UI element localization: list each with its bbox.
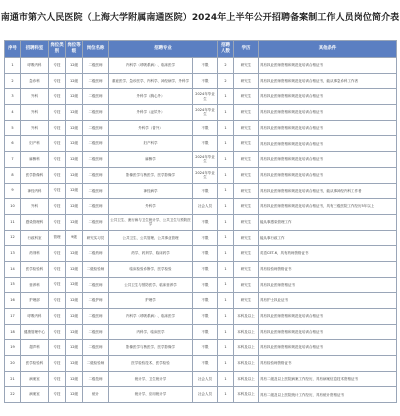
cell-applicant-type: 不限 bbox=[193, 136, 218, 152]
cell-post-grade: 12级 bbox=[66, 199, 83, 215]
cell-post-grade: 12级 bbox=[66, 183, 83, 199]
recruitment-table bbox=[4, 40, 397, 403]
cell-department: 药剂科 bbox=[21, 246, 49, 262]
cell-post-grade: 12级 bbox=[66, 340, 83, 356]
cell-post-name: 研究实习员 bbox=[83, 230, 109, 246]
cell-other-conditions: 具有执业医师资格和规范化培训合格证书 bbox=[259, 167, 397, 183]
cell-applicant-type: 2024年毕业生 bbox=[193, 105, 218, 121]
cell-post-name: 二级检验师 bbox=[83, 356, 109, 372]
cell-index: 6 bbox=[5, 136, 21, 152]
table-row bbox=[5, 89, 397, 105]
cell-applicant-type: 不限 bbox=[193, 324, 218, 340]
cell-post-grade: 12级 bbox=[66, 277, 83, 293]
cell-post-name: 二级医师 bbox=[83, 277, 109, 293]
cell-headcount: 1 bbox=[218, 136, 234, 152]
cell-other-conditions: 具有执业医师资格证书 bbox=[259, 277, 397, 293]
cell-post-name: 二级药师 bbox=[83, 246, 109, 262]
cell-education: 研究生 bbox=[234, 214, 259, 230]
cell-post-category: 专技 bbox=[49, 183, 66, 199]
cell-post-grade: 12级 bbox=[66, 105, 83, 121]
cell-post-category: 专技 bbox=[49, 167, 66, 183]
cell-post-name: 二级医师 bbox=[83, 324, 109, 340]
cell-index: 20 bbox=[5, 356, 21, 372]
cell-other-conditions: 英语CET-6，具有药师资格证书 bbox=[259, 246, 397, 262]
cell-department: 外科 bbox=[21, 120, 49, 136]
cell-education: 研究生 bbox=[234, 277, 259, 293]
cell-index: 13 bbox=[5, 246, 21, 262]
table-row bbox=[5, 167, 397, 183]
cell-headcount: 1 bbox=[218, 105, 234, 121]
cell-post-category: 专技 bbox=[49, 136, 66, 152]
cell-index: 19 bbox=[5, 340, 21, 356]
cell-major: 重症医学、急诊医学、内科学、神经病学、外科学 bbox=[109, 73, 193, 89]
cell-index: 17 bbox=[5, 309, 21, 325]
cell-other-conditions: 具有执业医师资格和规范化培训合格证书 bbox=[259, 136, 397, 152]
cell-other-conditions: 能从事感染管理工作 bbox=[259, 214, 397, 230]
cell-index: 11 bbox=[5, 214, 21, 230]
table-row bbox=[5, 356, 397, 372]
cell-major: 外科学（泌尿外） bbox=[109, 105, 193, 121]
cell-other-conditions: 具有执业医师资格和规范化培训合格证书 bbox=[259, 340, 397, 356]
cell-headcount: 1 bbox=[218, 309, 234, 325]
cell-department: 病案室 bbox=[21, 387, 49, 403]
cell-post-category: 专技 bbox=[49, 293, 66, 309]
cell-education: 本科及以上 bbox=[234, 340, 259, 356]
header-headcount: 招聘人数 bbox=[218, 41, 234, 58]
cell-post-grade: 12级 bbox=[66, 58, 83, 74]
cell-post-grade: 12级 bbox=[66, 73, 83, 89]
cell-major: 外科学（普外） bbox=[109, 120, 193, 136]
cell-index: 1 bbox=[5, 58, 21, 74]
table-row bbox=[5, 58, 397, 74]
header-post-grade: 岗位等级 bbox=[66, 41, 83, 58]
cell-other-conditions: 具有执业医师资格和规范化培训合格证书，能从事急诊科工作者 bbox=[259, 73, 397, 89]
cell-education: 研究生 bbox=[234, 136, 259, 152]
cell-post-name: 二级医师 bbox=[83, 89, 109, 105]
header-post-name: 岗位名称 bbox=[83, 41, 109, 58]
cell-headcount: 1 bbox=[218, 293, 234, 309]
header-department: 招聘科室 bbox=[21, 41, 49, 58]
cell-post-name: 统计 bbox=[83, 387, 109, 403]
cell-post-name: 二级医师 bbox=[83, 73, 109, 89]
header-post-category: 岗位类别 bbox=[49, 41, 66, 58]
cell-post-name: 二级医师 bbox=[83, 152, 109, 168]
cell-major: 公共卫生、流行病与卫生统计学、公共卫生与预防医学 bbox=[109, 214, 193, 230]
cell-post-category: 专技 bbox=[49, 324, 66, 340]
cell-headcount: 1 bbox=[218, 183, 234, 199]
cell-post-category: 专技 bbox=[49, 152, 66, 168]
table-row bbox=[5, 246, 397, 262]
cell-education: 研究生 bbox=[234, 58, 259, 74]
cell-major: 内科学、临床医学 bbox=[109, 324, 193, 340]
cell-post-grade: 12级 bbox=[66, 293, 83, 309]
cell-education: 研究生 bbox=[234, 152, 259, 168]
table-row bbox=[5, 136, 397, 152]
cell-post-grade: 12级 bbox=[66, 167, 83, 183]
cell-applicant-type: 2024年毕业生 bbox=[193, 152, 218, 168]
cell-education: 本科及以上 bbox=[234, 371, 259, 387]
cell-education: 本科及以上 bbox=[234, 309, 259, 325]
cell-post-category: 专技 bbox=[49, 371, 66, 387]
cell-post-grade: 12级 bbox=[66, 246, 83, 262]
cell-major: 护理学 bbox=[109, 293, 193, 309]
cell-major: 妇产科学 bbox=[109, 136, 193, 152]
cell-post-grade: 9级 bbox=[66, 230, 83, 246]
cell-post-grade: 12级 bbox=[66, 214, 83, 230]
cell-department: 医学检验科 bbox=[21, 261, 49, 277]
table-row bbox=[5, 387, 397, 403]
cell-other-conditions: 具有执业医师资格和规范化培训合格证书 bbox=[259, 120, 397, 136]
cell-education: 研究生 bbox=[234, 89, 259, 105]
cell-post-name: 二级医师 bbox=[83, 340, 109, 356]
cell-index: 16 bbox=[5, 293, 21, 309]
cell-other-conditions: 具有执业医师资格和规范化培训合格证书 bbox=[259, 58, 397, 74]
cell-post-name: 二级医师 bbox=[83, 199, 109, 215]
cell-education: 本科及以上 bbox=[234, 324, 259, 340]
cell-post-category: 专技 bbox=[49, 246, 66, 262]
table-row bbox=[5, 199, 397, 215]
cell-education: 本科及以上 bbox=[234, 356, 259, 372]
cell-index: 8 bbox=[5, 167, 21, 183]
cell-education: 本科及以上 bbox=[234, 387, 259, 403]
cell-index: 2 bbox=[5, 73, 21, 89]
cell-applicant-type: 不限 bbox=[193, 230, 218, 246]
cell-education: 研究生 bbox=[234, 105, 259, 121]
cell-index: 22 bbox=[5, 387, 21, 403]
cell-post-category: 管理 bbox=[49, 230, 66, 246]
cell-post-category: 专技 bbox=[49, 356, 66, 372]
cell-post-grade: 12级 bbox=[66, 324, 83, 340]
cell-index: 5 bbox=[5, 120, 21, 136]
table-row bbox=[5, 293, 397, 309]
table-row bbox=[5, 230, 397, 246]
cell-department: 护理部 bbox=[21, 293, 49, 309]
cell-applicant-type: 不限 bbox=[193, 356, 218, 372]
table-row bbox=[5, 340, 397, 356]
cell-education: 研究生 bbox=[234, 199, 259, 215]
cell-department: 行政科室 bbox=[21, 230, 49, 246]
cell-headcount: 1 bbox=[218, 371, 234, 387]
cell-post-name: 二级护师 bbox=[83, 293, 109, 309]
cell-major: 影像医学与核医学、医学影像学 bbox=[109, 340, 193, 356]
cell-department: 感染管理科 bbox=[21, 214, 49, 230]
cell-headcount: 1 bbox=[218, 152, 234, 168]
cell-post-grade: 12级 bbox=[66, 136, 83, 152]
cell-department: 外科 bbox=[21, 89, 49, 105]
cell-post-name: 二级医师 bbox=[83, 58, 109, 74]
cell-major: 影像医学与核医学、医学影像学 bbox=[109, 167, 193, 183]
cell-applicant-type: 不限 bbox=[193, 277, 218, 293]
cell-post-name: 二级技师 bbox=[83, 371, 109, 387]
cell-post-grade: 12级 bbox=[66, 120, 83, 136]
cell-other-conditions: 具有执业医师资格和规范化培训合格证书 bbox=[259, 89, 397, 105]
cell-department: 急诊科 bbox=[21, 73, 49, 89]
cell-applicant-type: 社会人员 bbox=[193, 371, 218, 387]
cell-major: 统计学、应用统计学 bbox=[109, 387, 193, 403]
cell-education: 研究生 bbox=[234, 167, 259, 183]
cell-post-grade: 12级 bbox=[66, 152, 83, 168]
table-row bbox=[5, 371, 397, 387]
cell-other-conditions: 具有执业医师资格和规范化培训合格证书 bbox=[259, 105, 397, 121]
cell-department: 营养科 bbox=[21, 277, 49, 293]
cell-index: 7 bbox=[5, 152, 21, 168]
cell-index: 21 bbox=[5, 371, 21, 387]
cell-education: 研究生 bbox=[234, 246, 259, 262]
cell-post-name: 二级医师 bbox=[83, 309, 109, 325]
cell-other-conditions: 具有执业医师资格和规范化培训合格证书，能从事神经内科工作者 bbox=[259, 183, 397, 199]
cell-post-category: 专技 bbox=[49, 105, 66, 121]
cell-department: 麻醉科 bbox=[21, 152, 49, 168]
table-header-row bbox=[5, 41, 397, 58]
table-row bbox=[5, 261, 397, 277]
cell-other-conditions: 具有执业医师资格和规范化培训合格证书，具有三级医院工作经历5年以上 bbox=[259, 199, 397, 215]
cell-headcount: 2 bbox=[218, 73, 234, 89]
cell-department: 医学检验科 bbox=[21, 356, 49, 372]
cell-applicant-type: 不限 bbox=[193, 293, 218, 309]
cell-applicant-type: 不限 bbox=[193, 309, 218, 325]
cell-post-category: 专技 bbox=[49, 309, 66, 325]
cell-major: 公共卫生与预防医学、临床营养学 bbox=[109, 277, 193, 293]
cell-post-category: 专技 bbox=[49, 277, 66, 293]
table-row bbox=[5, 105, 397, 121]
cell-applicant-type: 不限 bbox=[193, 120, 218, 136]
cell-post-category: 专技 bbox=[49, 120, 66, 136]
cell-applicant-type: 不限 bbox=[193, 214, 218, 230]
table-row bbox=[5, 73, 397, 89]
cell-index: 15 bbox=[5, 277, 21, 293]
cell-post-name: 二级医师 bbox=[83, 214, 109, 230]
cell-major: 外科学 bbox=[109, 199, 193, 215]
cell-headcount: 1 bbox=[218, 120, 234, 136]
cell-headcount: 1 bbox=[218, 167, 234, 183]
cell-other-conditions: 具有执业医师资格和规范化培训合格证书 bbox=[259, 324, 397, 340]
cell-post-grade: 12级 bbox=[66, 89, 83, 105]
cell-major: 外科学（胸心外） bbox=[109, 89, 193, 105]
cell-index: 18 bbox=[5, 324, 21, 340]
table-row bbox=[5, 324, 397, 340]
cell-post-name: 二级医师 bbox=[83, 183, 109, 199]
cell-other-conditions: 具有护士执业证书 bbox=[259, 293, 397, 309]
cell-post-grade: 12级 bbox=[66, 356, 83, 372]
cell-headcount: 1 bbox=[218, 230, 234, 246]
table-row bbox=[5, 277, 397, 293]
cell-department: 医学影像科 bbox=[21, 167, 49, 183]
table-row bbox=[5, 214, 397, 230]
cell-department: 外科 bbox=[21, 199, 49, 215]
cell-other-conditions: 具有二级及以上医院统计工作经历，具有统计资格证书 bbox=[259, 387, 397, 403]
cell-post-name: 二级医师 bbox=[83, 105, 109, 121]
cell-headcount: 1 bbox=[218, 199, 234, 215]
cell-post-grade: 12级 bbox=[66, 261, 83, 277]
table-row bbox=[5, 309, 397, 325]
cell-headcount: 1 bbox=[218, 277, 234, 293]
cell-post-category: 专技 bbox=[49, 387, 66, 403]
cell-post-grade: 12级 bbox=[66, 371, 83, 387]
cell-education: 研究生 bbox=[234, 183, 259, 199]
cell-post-category: 专技 bbox=[49, 340, 66, 356]
cell-major: 药学、药剂学、临床药学 bbox=[109, 246, 193, 262]
cell-headcount: 1 bbox=[218, 356, 234, 372]
cell-index: 3 bbox=[5, 89, 21, 105]
cell-applicant-type: 社会人员 bbox=[193, 387, 218, 403]
cell-post-category: 专技 bbox=[49, 73, 66, 89]
cell-index: 9 bbox=[5, 183, 21, 199]
cell-post-category: 专技 bbox=[49, 58, 66, 74]
cell-major: 内科学（呼吸系病）、临床医学 bbox=[109, 58, 193, 74]
cell-post-name: 二级检验师 bbox=[83, 261, 109, 277]
cell-major: 神经病学 bbox=[109, 183, 193, 199]
cell-department: 超声科 bbox=[21, 340, 49, 356]
cell-department: 呼吸内科 bbox=[21, 58, 49, 74]
cell-headcount: 1 bbox=[218, 214, 234, 230]
cell-department: 妇产科 bbox=[21, 136, 49, 152]
cell-other-conditions: 具有二级及以上医院病案工作经历，具有病案信息技术资格证书 bbox=[259, 371, 397, 387]
cell-headcount: 1 bbox=[218, 246, 234, 262]
cell-post-category: 专技 bbox=[49, 261, 66, 277]
cell-department: 外科 bbox=[21, 105, 49, 121]
table-row bbox=[5, 152, 397, 168]
cell-applicant-type: 不限 bbox=[193, 73, 218, 89]
cell-post-category: 专技 bbox=[49, 89, 66, 105]
cell-other-conditions: 具有检验师资格证书 bbox=[259, 261, 397, 277]
cell-post-category: 专技 bbox=[49, 214, 66, 230]
header-major: 招聘专业 bbox=[109, 41, 218, 58]
cell-headcount: 1 bbox=[218, 340, 234, 356]
cell-department: 神经内科 bbox=[21, 183, 49, 199]
header-other-conditions: 其他条件 bbox=[259, 41, 397, 58]
cell-post-name: 二级医师 bbox=[83, 167, 109, 183]
cell-headcount: 1 bbox=[218, 324, 234, 340]
cell-headcount: 1 bbox=[218, 261, 234, 277]
header-index: 序号 bbox=[5, 41, 21, 58]
cell-major: 统计学、卫生统计学 bbox=[109, 371, 193, 387]
cell-post-category: 专技 bbox=[49, 199, 66, 215]
table-row bbox=[5, 120, 397, 136]
cell-headcount: 1 bbox=[218, 89, 234, 105]
cell-education: 研究生 bbox=[234, 73, 259, 89]
cell-applicant-type: 不限 bbox=[193, 183, 218, 199]
header-education: 学历 bbox=[234, 41, 259, 58]
cell-applicant-type: 不限 bbox=[193, 261, 218, 277]
cell-index: 4 bbox=[5, 105, 21, 121]
cell-headcount: 2 bbox=[218, 58, 234, 74]
cell-applicant-type: 不限 bbox=[193, 58, 218, 74]
cell-department: 病案室 bbox=[21, 371, 49, 387]
cell-other-conditions: 具有检验师资格证书 bbox=[259, 356, 397, 372]
cell-department: 健康管理中心 bbox=[21, 324, 49, 340]
document-title: 南通市第六人民医院（上海大学附属南通医院）2024年上半年公开招聘备案制工作人员岗位简介表 bbox=[0, 13, 400, 23]
cell-department: 呼吸内科 bbox=[21, 309, 49, 325]
cell-index: 10 bbox=[5, 199, 21, 215]
cell-applicant-type: 不限 bbox=[193, 340, 218, 356]
cell-major: 医学检验技术、医学检验 bbox=[109, 356, 193, 372]
table-body bbox=[5, 58, 397, 403]
cell-applicant-type: 2024年毕业生 bbox=[193, 167, 218, 183]
cell-major: 内科学（呼吸系病）、临床医学 bbox=[109, 309, 193, 325]
cell-post-name: 二级医师 bbox=[83, 120, 109, 136]
cell-post-grade: 12级 bbox=[66, 387, 83, 403]
cell-education: 研究生 bbox=[234, 230, 259, 246]
cell-major: 临床检验诊断学、医学检验 bbox=[109, 261, 193, 277]
cell-applicant-type: 不限 bbox=[193, 246, 218, 262]
cell-major: 公共卫生、公共管理、公共事业管理 bbox=[109, 230, 193, 246]
cell-applicant-type: 社会人员 bbox=[193, 199, 218, 215]
cell-education: 研究生 bbox=[234, 120, 259, 136]
cell-post-name: 二级医师 bbox=[83, 136, 109, 152]
cell-education: 研究生 bbox=[234, 293, 259, 309]
table-row bbox=[5, 183, 397, 199]
cell-index: 12 bbox=[5, 230, 21, 246]
cell-education: 研究生 bbox=[234, 261, 259, 277]
cell-other-conditions: 具有执业医师资格和规范化培训合格证书 bbox=[259, 309, 397, 325]
cell-applicant-type: 2024年毕业生 bbox=[193, 89, 218, 105]
cell-other-conditions: 能从事行政工作 bbox=[259, 230, 397, 246]
cell-index: 14 bbox=[5, 261, 21, 277]
cell-post-grade: 12级 bbox=[66, 309, 83, 325]
cell-other-conditions: 具有执业医师资格和规范化培训合格证书 bbox=[259, 152, 397, 168]
cell-major: 麻醉学 bbox=[109, 152, 193, 168]
cell-headcount: 1 bbox=[218, 387, 234, 403]
